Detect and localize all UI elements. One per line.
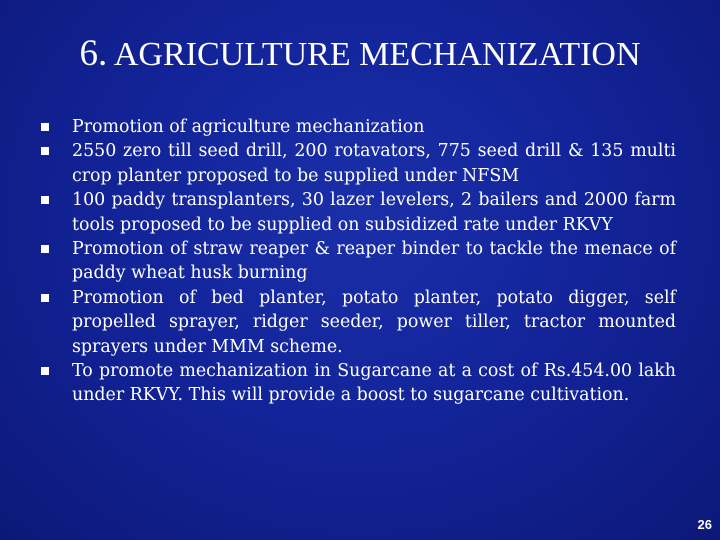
square-bullet-icon (41, 196, 49, 204)
slide-title-number: 6. (79, 33, 108, 74)
bullet-item (40, 359, 676, 408)
bullet-text: Promotion of agriculture mechanization (72, 117, 425, 137)
square-bullet-icon (41, 294, 49, 302)
square-bullet-icon (41, 367, 49, 375)
slide-number: 26 (697, 517, 712, 532)
square-bullet-icon (41, 245, 49, 253)
bullet-item (40, 115, 676, 139)
bullet-item (40, 286, 676, 359)
bullet-item (40, 237, 676, 286)
bullet-text: 2550 zero till seed drill, 200 rotavators, 775 seed drill & 135 multi crop planter proposed to be supplied under NFSM (72, 141, 676, 186)
bullet-list (40, 115, 676, 408)
slide-title-text: AGRICULTURE MECHANIZATION (113, 36, 641, 73)
square-bullet-icon (41, 123, 49, 131)
bullet-text: Promotion of bed planter, potato planter, potato digger, self propelled sprayer, ridger seeder, power tiller, tractor mounted sprayers under MMM scheme. (72, 287, 676, 357)
bullet-item (40, 139, 676, 188)
bullet-text: Promotion of straw reaper & reaper binder to tackle the menace of paddy wheat husk burning (72, 239, 676, 284)
bullet-text: 100 paddy transplanters, 30 lazer levelers, 2 bailers and 2000 farm tools proposed to be supplied on subsidized rate under RKVY (72, 190, 676, 235)
bullet-item (40, 188, 676, 237)
bullet-text: To promote mechanization in Sugarcane at a cost of Rs.454.00 lakh under RKVY. This will provide a boost to sugarcane cultivation. (72, 361, 676, 406)
square-bullet-icon (41, 147, 49, 155)
slide-title (0, 28, 720, 81)
